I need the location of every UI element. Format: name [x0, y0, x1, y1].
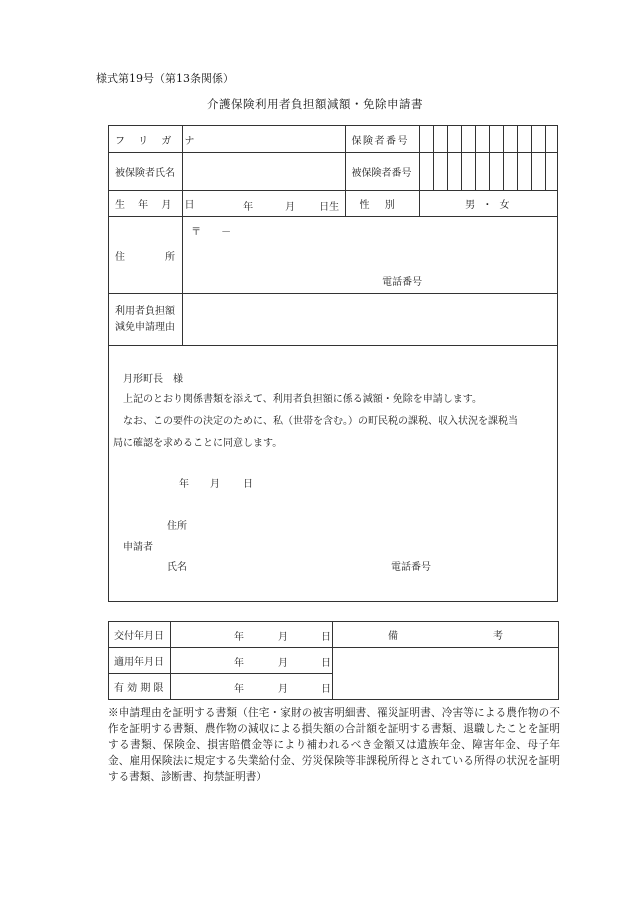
applicant-name-label: 氏名	[167, 562, 187, 573]
insurer-number-digit[interactable]	[433, 126, 447, 153]
remarks-header: 備 考	[333, 622, 559, 648]
applicant-info-table	[108, 125, 558, 346]
address-phone-label: 電話番号	[382, 277, 423, 288]
insured-number-digit[interactable]	[475, 153, 489, 191]
issue-date-year: 年	[234, 632, 244, 643]
statement-line-1: 上記のとおり関係書類を添えて、利用者負担額に係る減額・免除を申請します。	[123, 394, 482, 405]
issue-date-month: 月	[278, 632, 288, 643]
addressee: 月形町長 様	[123, 374, 183, 385]
insurer-number-digit[interactable]	[419, 126, 433, 153]
insurer-number-digit[interactable]	[545, 126, 557, 153]
application-date-month: 月	[210, 479, 220, 490]
insured-number-digit[interactable]	[531, 153, 545, 191]
insured-number-digit[interactable]	[433, 153, 447, 191]
furigana-row	[109, 126, 558, 153]
insurer-number-digit[interactable]	[531, 126, 545, 153]
issue-date-field[interactable]	[171, 622, 333, 648]
validity-period-label: 有 効 期 限	[109, 674, 171, 700]
postal-code-mark: 〒 －	[191, 227, 232, 238]
statement-line-3: 局に確認を求めることに同意します。	[113, 438, 283, 449]
form-number: 様式第19号（第13条関係）	[96, 72, 234, 85]
insurer-number-digit[interactable]	[503, 126, 517, 153]
page-title: 介護保険利用者負担額減額・免除申請書	[207, 97, 423, 111]
reason-row	[109, 294, 558, 346]
insured-number-digit[interactable]	[489, 153, 503, 191]
insured-name-row	[109, 153, 558, 191]
furigana-label: フ リ ガ ナ	[109, 126, 183, 153]
insured-number-digit[interactable]	[419, 153, 433, 191]
birthdate-label: 生 年 月 日	[109, 191, 183, 217]
validity-period-year: 年	[234, 684, 244, 695]
insurer-number-digit[interactable]	[517, 126, 531, 153]
application-date-day: 日	[243, 479, 253, 490]
insured-name-field[interactable]	[183, 153, 345, 191]
issue-date-label: 交付年月日	[109, 622, 171, 648]
insurer-number-digit[interactable]	[475, 126, 489, 153]
address-field[interactable]	[183, 217, 558, 294]
birthdate-month-label: 月	[285, 202, 296, 213]
effective-date-field[interactable]	[171, 648, 333, 674]
office-use-table	[108, 621, 559, 700]
insured-number-label: 被保険者番号	[345, 153, 419, 191]
applicant-address-label: 住所	[167, 521, 187, 532]
effective-date-label: 適用年月日	[109, 648, 171, 674]
insured-number-digit[interactable]	[545, 153, 557, 191]
sex-options[interactable]: 男 ・ 女	[419, 191, 557, 217]
validity-period-month: 月	[278, 684, 288, 695]
insured-name-label: 被保険者氏名	[109, 153, 183, 191]
remarks-field[interactable]	[333, 648, 559, 700]
birthdate-row	[109, 191, 558, 217]
reason-field[interactable]	[183, 294, 558, 346]
insured-number-digit[interactable]	[461, 153, 475, 191]
birthdate-field[interactable]	[183, 191, 345, 217]
effective-date-month: 月	[278, 658, 288, 669]
insurer-number-digit[interactable]	[461, 126, 475, 153]
applicant-phone-label: 電話番号	[391, 562, 431, 573]
validity-period-day: 日	[321, 684, 331, 695]
effective-date-day: 日	[321, 658, 331, 669]
insured-number-digit[interactable]	[447, 153, 461, 191]
application-date-year: 年	[179, 479, 189, 490]
office-row	[109, 622, 559, 648]
validity-period-field[interactable]	[171, 674, 333, 700]
applicant-label: 申請者	[123, 542, 153, 553]
statement-line-2: なお、この要件の決定のために、私（世帯を含む。）の町民税の課税、収入状況を課税当	[123, 416, 518, 427]
address-label: 住 所	[109, 217, 183, 294]
insurer-number-digit[interactable]	[447, 126, 461, 153]
address-row	[109, 217, 558, 294]
supporting-documents-note: ※申請理由を証明する書類（住宅・家財の被害明細書、罹災証明書、冷害等による農作物の不作を証明する書類、農作物の減収による損失額の合計額を証明する書類、退職したことを証明する書類、保険金、損害賠償金等により補われるべき金額又は遺族年金、障害年金、母子年金、雇用保険法に規定する失業給付金、労災保険等非課税所得とされている所得の状況を証明する書類、診断書、拘禁証明書）	[108, 707, 560, 783]
issue-date-day: 日	[321, 632, 331, 643]
insurer-number-digit[interactable]	[489, 126, 503, 153]
effective-date-year: 年	[234, 658, 244, 669]
insured-number-digit[interactable]	[503, 153, 517, 191]
application-statement	[108, 344, 558, 602]
furigana-field[interactable]	[183, 126, 345, 153]
insured-number-digit[interactable]	[517, 153, 531, 191]
reason-label: 利用者負担額 減免申請理由	[109, 294, 183, 346]
insurer-number-label: 保険者番号	[345, 126, 419, 153]
birthdate-day-label: 日生	[319, 202, 340, 213]
sex-label: 性 別	[345, 191, 419, 217]
birthdate-year-label: 年	[243, 202, 254, 213]
office-row	[109, 648, 559, 674]
